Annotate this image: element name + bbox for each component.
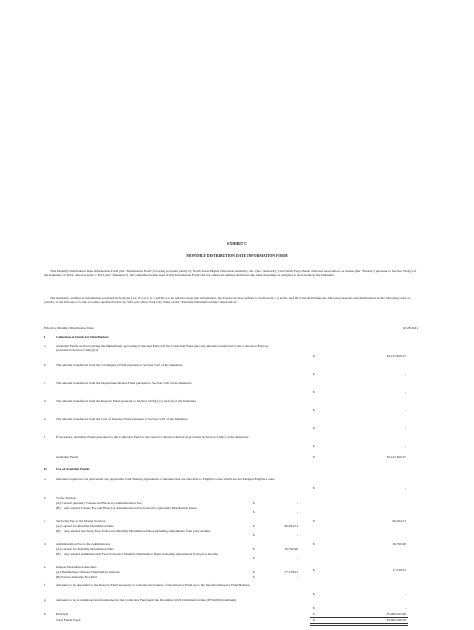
item-2g-letter: g <box>44 598 46 602</box>
item-2b-line-a-amount: - <box>296 501 298 505</box>
effective-date-value: 10/28/2021 <box>402 326 418 330</box>
item-2a-text: Amounts required to be paid under any applicable Joint Sharing Agreement or amounts that are allocable to Eligible Loans which are not Pledged Eligible Loans <box>56 477 275 481</box>
item-2d-line-a-amount: 30,790.90 <box>284 547 298 551</box>
item-2c-letter: c <box>44 519 46 523</box>
available-funds-currency: $ <box>313 455 315 459</box>
item-2g-amount: - <box>404 606 406 610</box>
item-1b-amount: - <box>404 372 406 376</box>
total-funds-used-label: Total Funds Used: <box>56 618 81 622</box>
item-1b-text: The amount transferred from the Contingency Fund pursuant to Section 5.02 of the Indenture <box>56 363 183 367</box>
item-2b-line-a-currency: $ <box>253 501 255 505</box>
item-2e-currency: $ <box>313 568 315 572</box>
section-1-title: Collection of Funds for Distribution: <box>56 335 110 339</box>
item-1c-text: The amount transferred from the Department Rebate Fund pursuant to Section 5.06 of the Indenture <box>56 381 192 385</box>
item-2h-amount: 35,486,203.96 <box>386 612 406 616</box>
item-1a-currency: $ <box>313 354 315 358</box>
item-1e-letter: e <box>44 417 46 421</box>
item-2d-line-a-currency: $ <box>253 547 255 551</box>
item-2c-currency: $ <box>313 519 315 523</box>
item-2f-letter: f <box>44 583 46 587</box>
item-2d-line-b-currency: $ <box>253 556 255 560</box>
total-rule-bottom-2 <box>310 625 408 626</box>
item-1c-amount: - <box>404 390 406 394</box>
item-2d-line-b-amount: - <box>296 556 298 560</box>
item-2h-text: Principal <box>56 612 69 616</box>
item-2b-line-b: Any unpaid Trustee Fee and Back-Up Administration Fee from prior Quarterly Distribution Dates <box>64 506 197 510</box>
item-2e-line-b: (B) Excess Amounts Not Paid <box>56 575 97 579</box>
intro-paragraph-2: The Authority certifies to information provided in Sections I a-f, II a-d, f, h, i and III a-e. In reliance upon that information, the Trustee in turn certifies to Sections II c, g and h, and III d and shall make the following deposits and distributions in the following order or priority, to the Persons or to the accounts specified below by 3:00 p.m. (New York City time) on the "Monthly Distribution Date" listed below: <box>44 296 411 305</box>
item-2e-line-a-currency: $ <box>253 570 255 574</box>
item-2e-line-b-currency: $ <box>253 575 255 579</box>
item-2f-amount: - <box>404 592 406 596</box>
item-2h-letter: h <box>44 612 46 616</box>
item-2f-text: Amounts to be deposited to the Reserve Fund necessary to reinstate the balance of the Reserve Fund up to the Specified Reserve Fund Balance <box>56 583 250 587</box>
item-1a-letter: a <box>44 344 46 348</box>
item-2c-line-b-amount: - <box>296 533 298 537</box>
item-1f-letter: f <box>44 435 46 439</box>
item-2c-line-b: Any unpaid Servicing Fees from prior Monthly Distribution Dates including adjustments from prior months <box>64 529 211 533</box>
item-2g-text: Amounts to be accumulated and maintained in the Collection Fund until the December 2023 Distribution Date ($750,000 maximum) <box>56 598 237 602</box>
item-2f-currency: $ <box>313 592 315 596</box>
item-2e-line-a-amount: 17,138.01 <box>284 570 298 574</box>
item-2b-letter: b <box>44 496 46 500</box>
total-funds-used-currency: $ <box>313 618 315 622</box>
intro-paragraph-1: This Monthly Distribution Date Information Form (the "Information Form") is being provided jointly by North Texas Higher Education Authority, Inc. (the "Authority") and Wells Fargo Bank, National Association, as trustee (the "Trustee") pursuant to Section 5.04(c) of the Indenture of Trust, dated as June 1, 2013 (the "Indenture"). All capitalized terms used in this Information Form and not otherwise defined shall have the same meanings as assigned to such terms in the Indenture. <box>44 269 417 278</box>
item-2d-letter: d <box>44 542 46 546</box>
item-1d-text: The amount transferred from the Reserve Fund pursuant to Section 5.03(b), (c) and (d) of the Indenture <box>56 399 197 403</box>
item-1b-currency: $ <box>313 372 315 376</box>
item-2d-currency: $ <box>313 542 315 546</box>
item-2c-text: Servicing Fee to the Master Servicer <box>56 519 106 523</box>
item-2e-letter: e <box>44 565 46 569</box>
available-funds-label: Available Funds <box>56 455 79 459</box>
form-title: MONTHLY DISTRIBUTION DATE INFORMATION FORM <box>186 254 288 258</box>
section-2-title: Use of Available Funds: <box>56 467 91 471</box>
item-2d-text: Administration Fee to the Administrator <box>56 542 111 546</box>
item-1d-amount: - <box>404 408 406 412</box>
item-2a-currency: $ <box>313 486 315 490</box>
item-1d-currency: $ <box>313 408 315 412</box>
item-1c-letter: c <box>44 381 46 385</box>
item-2a-letter: a <box>44 477 46 481</box>
item-2c-line-a-amount: 66,264.51 <box>284 524 298 528</box>
item-1a-text: Available Funds received during the immediately preceding Collection Period in the Collection Fund plus any amounts transferred to the Collection Fund as provided in Section 5.04(c)(vi) <box>56 344 269 353</box>
item-2e-line-a: (A) Bondholders' Interest Distribution Amount <box>56 570 120 574</box>
item-2d-line-b: Any unpaid Administration Fees from prior Monthly Distribution Dates including adjustments from prior months <box>64 552 218 556</box>
total-funds-used-amount: 39,600,398.38 <box>386 618 406 622</box>
item-2c-line-a-currency: $ <box>253 524 255 528</box>
item-2c-line-a: (A) Current for Monthly Distribution Date <box>56 524 114 528</box>
item-1b-letter: b <box>44 363 46 367</box>
exhibit-label: EXHIBIT C <box>227 242 247 246</box>
available-funds-amount: 39,147,400.27 <box>386 455 406 459</box>
item-2d-line-b-number: (B) <box>56 552 61 556</box>
item-2e-line-b-amount: - <box>296 575 298 579</box>
item-2c-line-b-currency: $ <box>253 533 255 537</box>
item-2e-amount: 17,138.01 <box>392 568 406 572</box>
item-2d-amount: 30,790.90 <box>392 542 406 546</box>
item-1d-letter: d <box>44 399 46 403</box>
item-2b-text: To the Trustee: <box>56 496 77 500</box>
item-2b-line-a: (A) Current quarterly Trustee and Back-Up Administration Fee; <box>56 501 143 505</box>
item-2b-line-b-currency: $ <box>253 510 255 514</box>
section-1-number: I <box>44 335 46 339</box>
effective-date-label: Effective Monthly Distribution Date: <box>44 326 95 330</box>
item-2b-line-b-number: (B) <box>56 506 61 510</box>
item-2d-line-a: (A) Current for Monthly Distribution Date <box>56 547 114 551</box>
section-2-number: II <box>44 467 47 471</box>
item-2b-line-b-amount: - <box>296 510 298 514</box>
item-1f-amount: - <box>404 444 406 448</box>
item-2g-currency: $ <box>313 606 315 610</box>
item-2h-currency: $ <box>313 612 315 616</box>
item-1e-amount: - <box>404 426 406 430</box>
item-2c-amount: 66,264.51 <box>392 519 406 523</box>
item-1a-amount: 39,147,400.27 <box>386 354 406 358</box>
item-2e-text: Interest Distribution Amounts <box>56 565 97 569</box>
item-1f-text: If necessary, Available Funds deposited to the Collection Fund to the current Collection Period as provided in Section 5.04(c) of the Indenture <box>56 435 249 439</box>
item-1e-text: The amount transferred from the Cost of Issuance Fund pursuant to Section 5.05 of the Indenture <box>56 417 188 421</box>
item-2c-line-b-number: (B) <box>56 529 61 533</box>
item-2a-amount: - <box>404 486 406 490</box>
item-1e-currency: $ <box>313 426 315 430</box>
item-1c-currency: $ <box>313 390 315 394</box>
item-1f-currency: $ <box>313 444 315 448</box>
